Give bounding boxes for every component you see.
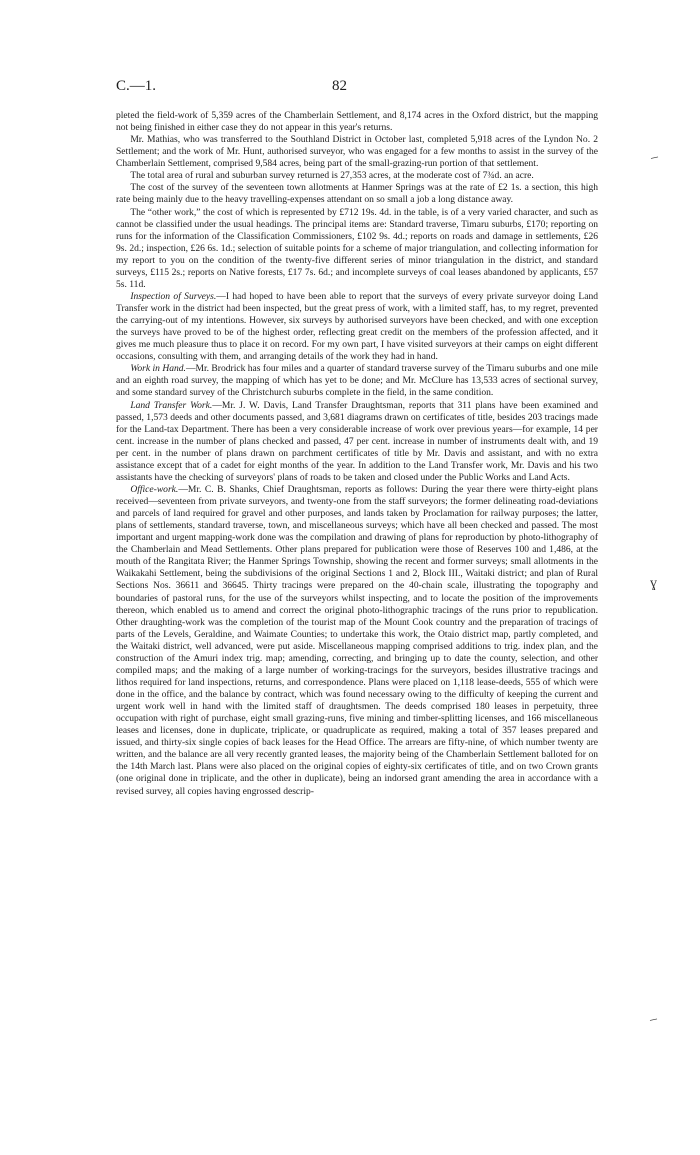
section-heading: Land Transfer Work. [130,399,213,411]
margin-mark: ɣ [650,576,657,591]
section-heading: Inspection of Surveys. [130,290,217,302]
margin-mark: – [648,1011,659,1028]
margin-mark: – [649,149,660,166]
paragraph-mathias: Mr. Mathias, who was transferred to the Southland District in October last, completed 5,918 acres of the Lyndon No. 2 Settlement; and the work of Mr. Hunt, authorised surveyor, who was engaged for a few months to assist in the survey of the Chamberlain Settlement, comprised 9,584 acres, being part of the small-grazing-run portion of that settlement. [116,134,598,170]
paragraph-land-transfer: Land Transfer Work.—Mr. J. W. Davis, Land Transfer Draughtsman, reports that 311 plans have been examined and passed, 1,573 deeds and other documents passed, and 3,681 diagrams drawn on certificates of title, besides 203 tracings made for the Land-tax Department. There has been a very considerable increase of work over previous years—for example, 14 per cent. increase in the number of plans checked and passed, 47 per cent. increase in number of instruments dealt with, and 19 per cent. in the number of plans drawn on parchment certificates of title by Mr. Davis and assistant, and with no extra assistance except that of a cadet for eight months of the year. In addition to the Land Transfer work, Mr. Davis and his two assistants have the checking of surveyors' plans of roads to be taken and closed under the Public Works and Land Acts. [116,399,598,483]
paragraph-other-work: The “other work,” the cost of which is represented by £712 19s. 4d. in the table, is of a very varied character, and such as cannot be classified under the usual headings. The principal items are: Standard traverse, Timaru suburbs, £170; reporting on runs for the information of the Classification Commissioners, £102 9s. 4d.; reports on roads and damage in settlements, £26 9s. 2d.; inspection, £26 6s. 1d.; selection of suitable points for a scheme of major triangulation, and collecting information for my report to you on the condition of the twenty-five different series of minor triangulation in the district, and standard surveys, £115 2s.; reports on Native forests, £17 7s. 6d.; and incomplete surveys of coal leases abandoned by applicants, £57 5s. 11d. [116,206,598,290]
document-reference: C.—1. [116,78,157,94]
paragraph-hanmer-cost: The cost of the survey of the seventeen town allotments at Hanmer Springs was at the rate of £2 1s. a section, this high rate being mainly due to the heavy travelling-expenses attendant on so small a job a long distance away. [116,182,598,206]
section-heading: Office-work. [130,483,179,495]
page-number: 82 [332,78,347,94]
paragraph-office-work: Office-work.—Mr. C. B. Shanks, Chief Draughtsman, reports as follows: During the year there were thirty-eight plans received—seventeen from private surveyors, and twenty-one from the staff surveyors; the former delineating road-deviations and parcels of land required for gravel and other purposes, and lands taken by Proclamation for railway purposes; the latter, plans of settlements, standard traverse, town, and miscellaneous surveys; which have all been checked and passed. The most important and urgent mapping-work done was the compilation and drawing of plans for reproduction by photo-lithography of the Chamberlain and Mead Settlements. Other plans prepared for publication were those of Reserves 100 and 1,486, at the mouth of the Rangitata River; the Hanmer Springs Township, showing the recent and former surveys; small allotments in the Waikakahi Settlement, being the subdivisions of the original Sections 1 and 2, Block III., Waitaki district; and plan of Rural Sections Nos. 36611 and 36645. Thirty tracings were prepared on the 40-chain scale, illustrating the topography and boundaries of pastoral runs, for the use of the surveyors whilst inspecting, and to locate the position of the improvements thereon, which enabled us to amend and correct the original photo-lithographic tracings of the runs prior to republication. Other draughting-work was the completion of the tourist map of the Mount Cook country and the preparation of tracings of parts of the Levels, Geraldine, and Waimate Counties; to undertake this work, the Otaio district map, partly completed, and the Waitaki district, well advanced, were put aside. Miscellaneous mapping comprised additions to trig. index plan, and the construction of the Amuri index trig. map; amending, correcting, and bringing up to date the county, selection, and other compiled maps; and the making of a large number of working-tracings for the surveyors, besides illustrative tracings and lithos required for land inspections, returns, and correspondence. Plans were placed on 1,118 lease-deeds, 555 of which were done in the office, and the balance by contract, which was found necessary owing to the difficulty of keeping the current and urgent work well in hand with the limited staff of draughtsmen. The deeds comprised 180 leases in perpetuity, three occupation with right of purchase, eight small grazing-runs, five mining and timber-splitting licenses, and 166 miscellaneous leases and licenses, done in duplicate, triplicate, or quadruplicate as required, making a total of 357 leases prepared and issued, and thirty-six single copies of back leases for the Head Office. The arrears are fifty-nine, of which number twenty are written, and the balance are all very recently granted leases, the majority being of the Chamberlain Settlement balloted for on the 14th March last. Plans were also placed on the original copies of eighty-six certificates of title, and on two Crown grants (one original done in triplicate, and the other in duplicate), being an indorsed grant amending the area in accordance with a revised survey, all copies having engrossed descrip- [116,483,598,797]
paragraph-continued: pleted the field-work of 5,359 acres of the Chamberlain Settlement, and 8,174 acres in the Oxford district, but the mapping not being finished in either case they do not appear in this year's returns. [116,110,598,134]
page-header [116,78,598,98]
section-heading: Work in Hand. [130,363,186,375]
paragraph-total-area: The total area of rural and suburban survey returned is 27,353 acres, at the moderate cost of 7¾d. an acre. [130,170,534,182]
paragraph-inspection: Inspection of Surveys.—I had hoped to have been able to report that the surveys of every private surveyor doing Land Transfer work in the district had been inspected, but the great press of work, with a limited staff, has, to my regret, prevented the carrying-out of my intentions. However, six surveys by authorised surveyors have been checked, and with one exception the surveys have proved to be of the highest order, reflecting great credit on the members of the profession affected, and it gives me much pleasure thus to place it on record. For my own part, I have visited surveyors at their camps on eight different occasions, consulting with them, and arranging details of the work they had in hand. [116,290,598,363]
paragraph-work-in-hand: Work in Hand.—Mr. Brodrick has four miles and a quarter of standard traverse survey of the Timaru suburbs and one mile and an eighth road survey, the mapping of which has yet to be done; and Mr. McClure has 13,533 acres of sectional survey, and some standard survey of the Christchurch suburbs complete in the field, in the same condition. [116,363,598,399]
body-text [116,110,598,798]
